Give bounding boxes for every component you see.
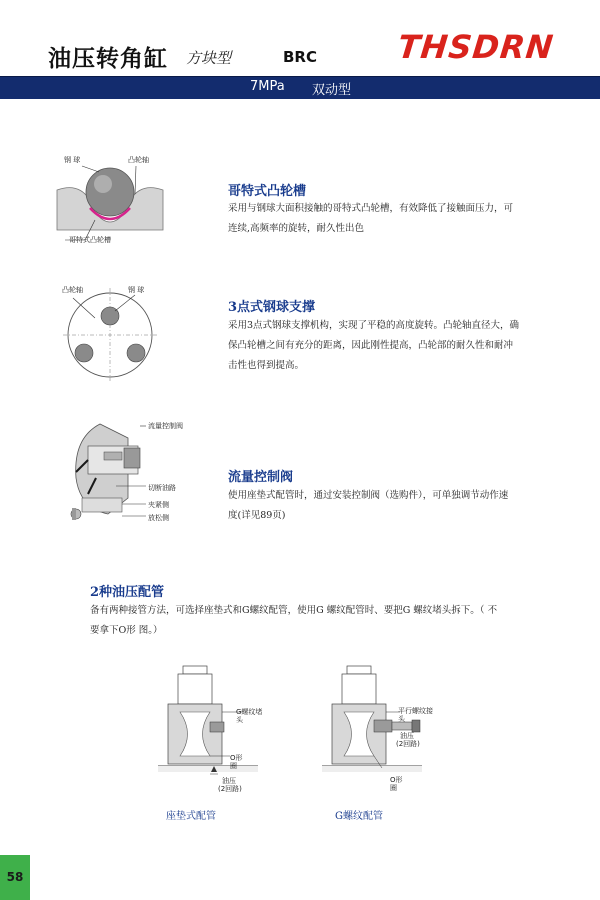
label-clamp-side: 夹紧侧 [148, 501, 169, 509]
label-cut-oil: 切断油路 [148, 484, 176, 492]
label-o-ring-2: 圈 [230, 762, 237, 770]
section-text-piping: 备有两种接管方法，可选择座垫式和G螺纹配管，使用G 螺纹配管时、要把G 螺纹堵头拆下。（ 不 要拿下O形 图。） [90, 605, 498, 636]
section-heading-gothic-groove: 哥特式凸轮槽 [228, 184, 307, 199]
label-gothic-groove: 哥特式凸轮槽 [69, 236, 111, 244]
label-two-circuits: (2回路) [218, 785, 242, 793]
label-steel-ball-2: 钢 球 [128, 286, 145, 294]
label-oil-pressure-2: 油压 [400, 732, 414, 740]
label-g-plug: G螺纹堵 [236, 708, 263, 716]
product-subtitle: 方块型 [186, 49, 232, 67]
caption-g-thread-piping: G螺纹配管 [335, 811, 383, 822]
label-o-ring-3: O形 [390, 776, 403, 784]
page-title: 油压转角缸 [48, 46, 168, 72]
label-release-side: 放松侧 [148, 514, 169, 522]
model-code: BRC [283, 48, 317, 66]
page-number: 58 [6, 870, 24, 884]
label-o-ring-4: 圈 [390, 784, 397, 792]
gasket-piping-diagram [158, 664, 258, 784]
section-text-ball-support: 采用3点式钢球支撑机构，实现了平稳的高度旋转。凸轮轴直径大，确 保凸轮槽之间有充分的距离，因此刚性提高，凸轮部的耐久性和耐冲 击性也得到提高。 [228, 320, 520, 371]
label-g-plug-2: 头 [236, 716, 243, 724]
label-camshaft: 凸轮轴 [128, 156, 149, 164]
section-heading-ball-support: 3点式钢球支撑 [228, 300, 316, 315]
header-bar [0, 76, 600, 99]
action-type: 双动型 [312, 83, 352, 98]
g-thread-piping-diagram [322, 664, 432, 784]
label-parallel-fitting: 平行螺纹接 [398, 707, 433, 715]
label-steel-ball: 钢 球 [64, 156, 81, 164]
section-text-flow-valve: 使用座垫式配管时，通过安装控制阀（选购件），可单独调节动作速 度(详见89页) [228, 490, 509, 521]
brand-logo: THSDRN [396, 28, 556, 66]
label-two-circuits-2: (2回路) [396, 740, 420, 748]
caption-gasket-piping: 座垫式配管 [166, 811, 216, 822]
flow-valve-diagram [68, 418, 158, 530]
label-oil-pressure: 油压 [222, 777, 236, 785]
pressure-rating: 7MPa [250, 79, 285, 94]
section-text-gothic-groove: 采用与钢球大面积接触的哥特式凸轮槽，有效降低了接触面压力，可 连续,高频率的旋转，耐久性出色 [228, 203, 514, 234]
label-flow-valve: 流量控制阀 [148, 422, 183, 430]
section-heading-piping: 2种油压配管 [90, 585, 165, 600]
label-camshaft-2: 凸轮轴 [62, 286, 83, 294]
label-o-ring: O形 [230, 754, 243, 762]
label-parallel-fitting-2: 头 [398, 715, 405, 723]
three-point-support-diagram [55, 283, 165, 383]
section-heading-flow-valve: 流量控制阀 [228, 470, 294, 485]
